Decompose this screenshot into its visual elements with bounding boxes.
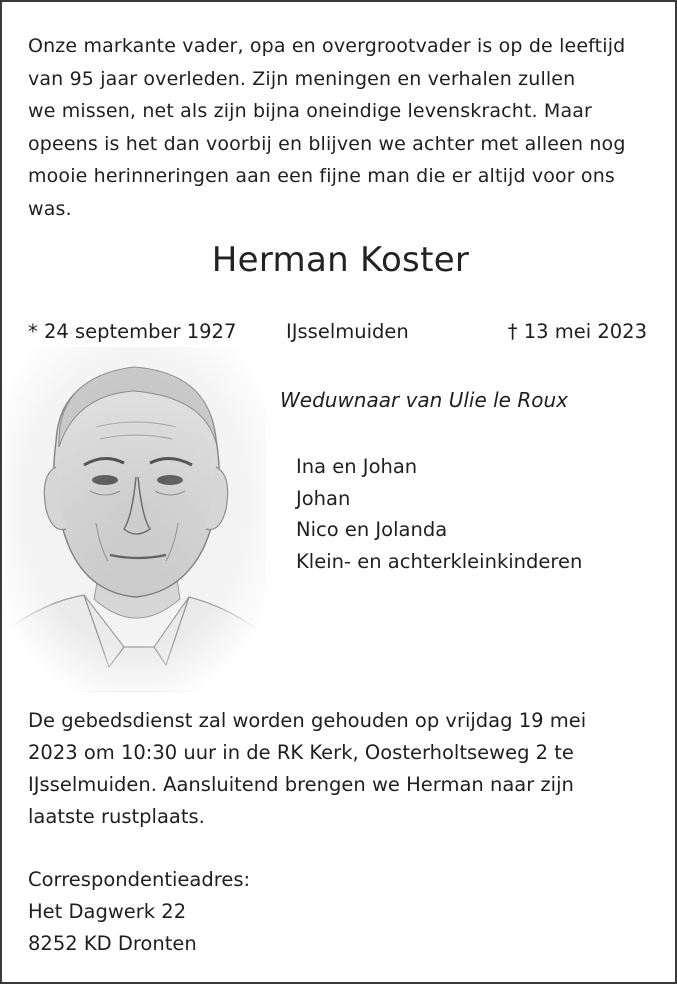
address-line: Het Dagwerk 22 <box>28 900 187 923</box>
family-member: Ina en Johan <box>296 455 418 478</box>
deceased-name: Herman Koster <box>211 240 470 280</box>
death-date: † 13 mei 2023 <box>507 320 647 343</box>
service-line: 2023 om 10:30 uur in de RK Kerk, Oosterholtseweg 2 te <box>28 741 574 764</box>
intro-line: Onze markante vader, opa en overgrootvader is op de leeftijd <box>28 35 626 57</box>
portrait-sketch <box>4 347 266 692</box>
service-line: IJsselmuiden. Aansluitend brengen we Herman naar zijn <box>28 773 574 796</box>
intro-line: van 95 jaar overleden. Zijn meningen en verhalen zullen <box>28 67 576 90</box>
service-text <box>28 705 586 833</box>
intro-line: opeens is het dan voorbij en blijven we achter met alleen nog <box>28 132 626 155</box>
address-line: 8252 KD Dronten <box>28 932 197 955</box>
service-line: De gebedsdienst zal worden gehouden op vrijdag 19 mei <box>28 709 587 732</box>
family-member: Johan <box>296 486 351 510</box>
family-list <box>296 451 582 577</box>
intro-line: we missen, net als zijn bijna oneindige levenskracht. Maar <box>28 100 593 122</box>
place-name: IJsselmuiden <box>286 320 409 343</box>
birth-date: * 24 september 1927 <box>28 320 237 343</box>
intro-line: was. <box>28 197 72 220</box>
widow-line: Weduwnaar van Ulie le Roux <box>280 388 568 412</box>
correspondence-address <box>28 864 250 960</box>
intro-line: mooie herinneringen aan een fijne man die er altijd voor ons <box>28 165 615 187</box>
address-line: Correspondentieadres: <box>28 868 251 891</box>
family-member: Klein- en achterkleinkinderen <box>296 549 583 573</box>
intro-text <box>28 30 656 225</box>
family-member: Nico en Jolanda <box>296 518 448 541</box>
service-line: laatste rustplaats. <box>28 805 205 828</box>
